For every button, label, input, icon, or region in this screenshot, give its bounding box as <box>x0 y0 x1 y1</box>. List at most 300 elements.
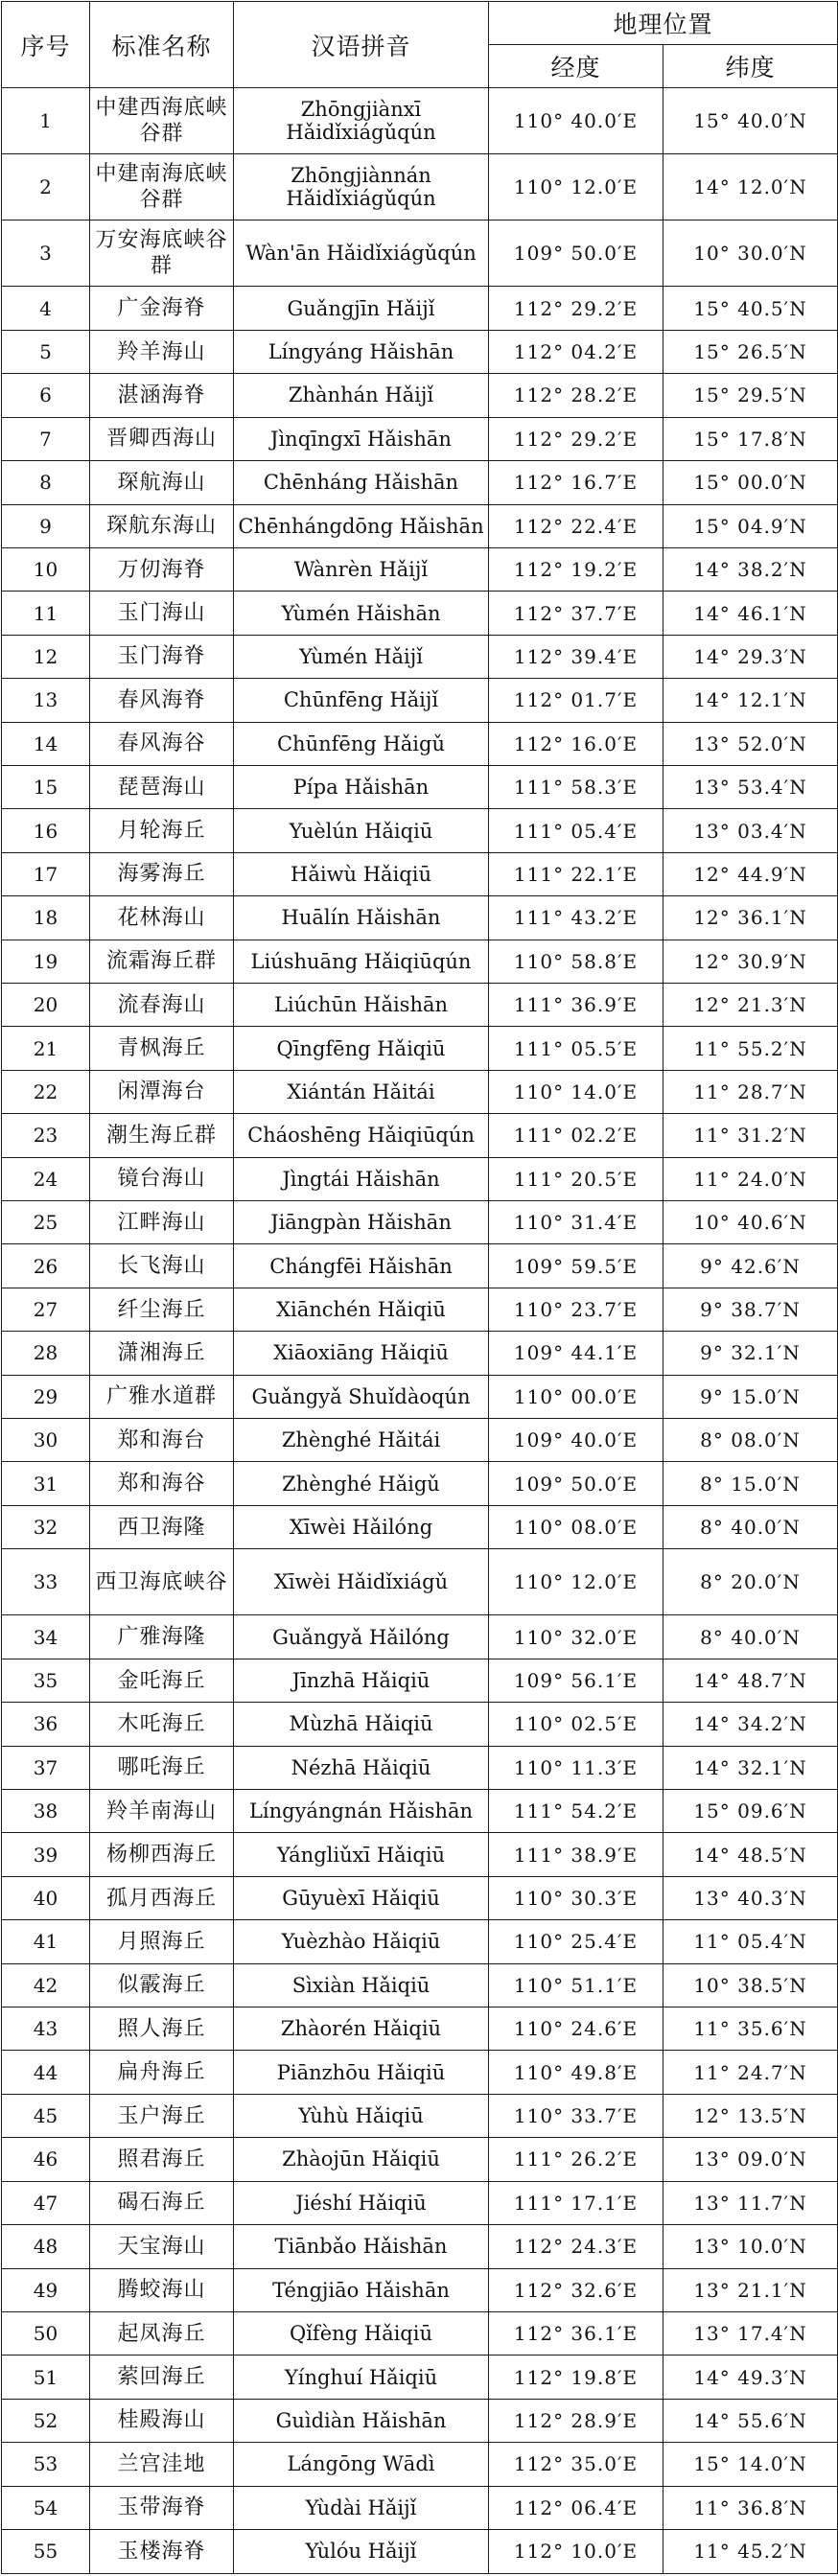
latitude-cell: 11° 24.0′N <box>663 1157 838 1200</box>
latitude-cell: 14° 12.1′N <box>663 679 838 722</box>
longitude-cell: 109° 44.1′E <box>489 1332 663 1375</box>
table-row <box>2 2181 838 2224</box>
serial-number-cell: 45 <box>2 2094 90 2137</box>
table-row <box>2 2051 838 2094</box>
latitude-cell: 11° 55.2′N <box>663 1027 838 1070</box>
longitude-cell: 110° 24.6′E <box>489 2007 663 2051</box>
latitude-cell: 13° 09.0′N <box>663 2138 838 2181</box>
pinyin-cell: Guǎngyǎ Shuǐdàoqún <box>234 1375 489 1418</box>
standard-name-cell: 广雅水道群 <box>90 1375 234 1418</box>
standard-name-cell: 起凤海丘 <box>90 2311 234 2355</box>
pinyin-cell: Xīwèi Hǎidǐxiágǔ <box>234 1549 489 1615</box>
pinyin-cell: Zhàorén Hǎiqiū <box>234 2007 489 2051</box>
longitude-cell: 109° 56.1′E <box>489 1659 663 1702</box>
longitude-cell: 110° 32.0′E <box>489 1615 663 1659</box>
serial-number-cell: 52 <box>2 2399 90 2442</box>
table-row <box>2 2225 838 2268</box>
standard-name-cell: 玉门海山 <box>90 592 234 635</box>
serial-number-cell: 34 <box>2 1615 90 1659</box>
pinyin-cell: Yínghuí Hǎiqiū <box>234 2356 489 2399</box>
pinyin-cell: Liúshuāng Hǎiqiūqún <box>234 940 489 983</box>
pinyin-cell: Xīwèi Hǎilóng <box>234 1505 489 1548</box>
serial-number-cell: 43 <box>2 2007 90 2051</box>
longitude-cell: 109° 50.0′E <box>489 220 663 287</box>
pinyin-cell: Zhàojūn Hǎiqiū <box>234 2138 489 2181</box>
pinyin-cell: Chūnfēng Hǎijǐ <box>234 679 489 722</box>
standard-name-cell: 晋卿西海山 <box>90 417 234 460</box>
longitude-cell: 112° 16.7′E <box>489 461 663 504</box>
header-standard-name: 标准名称 <box>90 2 234 88</box>
longitude-cell: 111° 22.1′E <box>489 852 663 895</box>
latitude-cell: 11° 24.7′N <box>663 2051 838 2094</box>
table-row <box>2 1462 838 1505</box>
table-body <box>2 88 838 2574</box>
standard-name-cell: 杨柳西海丘 <box>90 1833 234 1876</box>
serial-number-cell: 8 <box>2 461 90 504</box>
latitude-cell: 15° 00.0′N <box>663 461 838 504</box>
table-row <box>2 896 838 940</box>
latitude-cell: 11° 35.6′N <box>663 2007 838 2051</box>
longitude-cell: 112° 37.7′E <box>489 592 663 635</box>
table-row <box>2 1244 838 1288</box>
latitude-cell: 15° 40.5′N <box>663 287 838 330</box>
serial-number-cell: 24 <box>2 1157 90 1200</box>
serial-number-cell: 53 <box>2 2443 90 2486</box>
standard-name-cell: 琛航海山 <box>90 461 234 504</box>
serial-number-cell: 14 <box>2 722 90 765</box>
longitude-cell: 112° 16.0′E <box>489 722 663 765</box>
serial-number-cell: 42 <box>2 1963 90 2007</box>
table-row <box>2 765 838 808</box>
pinyin-cell: Yùhù Hǎiqiū <box>234 2094 489 2137</box>
pinyin-cell: Wànrèn Hǎijǐ <box>234 547 489 591</box>
latitude-cell: 15° 40.0′N <box>663 88 838 154</box>
standard-name-cell: 孤月西海丘 <box>90 1876 234 1919</box>
standard-name-cell: 桂殿海山 <box>90 2399 234 2442</box>
pinyin-cell: Jīnzhā Hǎiqiū <box>234 1659 489 1702</box>
standard-name-cell: 玉楼海脊 <box>90 2529 234 2573</box>
longitude-cell: 112° 39.4′E <box>489 635 663 678</box>
table-row <box>2 287 838 330</box>
pinyin-cell: Qīngfēng Hǎiqiū <box>234 1027 489 1070</box>
pinyin-cell: Língyáng Hǎishān <box>234 330 489 373</box>
header-serial-number: 序号 <box>2 2 90 88</box>
longitude-cell: 112° 32.6′E <box>489 2268 663 2311</box>
pinyin-cell: Guǎngyǎ Hǎilóng <box>234 1615 489 1659</box>
standard-name-cell: 郑和海谷 <box>90 1462 234 1505</box>
latitude-cell: 10° 40.6′N <box>663 1201 838 1244</box>
latitude-cell: 9° 15.0′N <box>663 1375 838 1418</box>
pinyin-cell: Huālín Hǎishān <box>234 896 489 940</box>
longitude-cell: 112° 24.3′E <box>489 2225 663 2268</box>
serial-number-cell: 51 <box>2 2356 90 2399</box>
longitude-cell: 111° 20.5′E <box>489 1157 663 1200</box>
longitude-cell: 111° 02.2′E <box>489 1114 663 1157</box>
pinyin-cell: Yùmén Hǎishān <box>234 592 489 635</box>
standard-name-cell: 闲潭海台 <box>90 1070 234 1113</box>
serial-number-cell: 7 <box>2 417 90 460</box>
serial-number-cell: 15 <box>2 765 90 808</box>
longitude-cell: 110° 58.8′E <box>489 940 663 983</box>
standard-name-cell: 琵琶海山 <box>90 765 234 808</box>
serial-number-cell: 9 <box>2 504 90 547</box>
serial-number-cell: 1 <box>2 88 90 154</box>
longitude-cell: 112° 19.2′E <box>489 547 663 591</box>
longitude-cell: 110° 14.0′E <box>489 1070 663 1113</box>
latitude-cell: 12° 13.5′N <box>663 2094 838 2137</box>
latitude-cell: 8° 40.0′N <box>663 1615 838 1659</box>
latitude-cell: 10° 38.5′N <box>663 1963 838 2007</box>
longitude-cell: 110° 25.4′E <box>489 1920 663 1963</box>
pinyin-cell: Jiāngpàn Hǎishān <box>234 1201 489 1244</box>
standard-name-cell: 哪吒海丘 <box>90 1746 234 1789</box>
longitude-cell: 110° 12.0′E <box>489 154 663 220</box>
serial-number-cell: 46 <box>2 2138 90 2181</box>
table-header <box>2 2 838 88</box>
serial-number-cell: 32 <box>2 1505 90 1548</box>
latitude-cell: 12° 30.9′N <box>663 940 838 983</box>
latitude-cell: 15° 26.5′N <box>663 330 838 373</box>
table-row <box>2 2311 838 2355</box>
pinyin-cell: Xiántán Hǎitái <box>234 1070 489 1113</box>
serial-number-cell: 31 <box>2 1462 90 1505</box>
pinyin-cell: Língyángnán Hǎishān <box>234 1790 489 1833</box>
serial-number-cell: 40 <box>2 1876 90 1919</box>
pinyin-cell: Sìxiàn Hǎiqiū <box>234 1963 489 2007</box>
latitude-cell: 11° 05.4′N <box>663 1920 838 1963</box>
standard-name-cell: 纤尘海丘 <box>90 1288 234 1331</box>
table-row <box>2 1790 838 1833</box>
serial-number-cell: 11 <box>2 592 90 635</box>
serial-number-cell: 49 <box>2 2268 90 2311</box>
table-row <box>2 1419 838 1462</box>
latitude-cell: 8° 20.0′N <box>663 1549 838 1615</box>
serial-number-cell: 6 <box>2 374 90 417</box>
serial-number-cell: 36 <box>2 1703 90 1746</box>
longitude-cell: 110° 11.3′E <box>489 1746 663 1789</box>
serial-number-cell: 30 <box>2 1419 90 1462</box>
serial-number-cell: 22 <box>2 1070 90 1113</box>
standard-name-cell: 流霜海丘群 <box>90 940 234 983</box>
latitude-cell: 14° 48.7′N <box>663 1659 838 1702</box>
longitude-cell: 112° 04.2′E <box>489 330 663 373</box>
latitude-cell: 12° 44.9′N <box>663 852 838 895</box>
standard-name-cell: 羚羊南海山 <box>90 1790 234 1833</box>
standard-name-cell: 碣石海丘 <box>90 2181 234 2224</box>
latitude-cell: 13° 10.0′N <box>663 2225 838 2268</box>
pinyin-cell: Yángliǔxī Hǎiqiū <box>234 1833 489 1876</box>
standard-name-cell: 萦回海丘 <box>90 2356 234 2399</box>
longitude-cell: 112° 10.0′E <box>489 2529 663 2573</box>
header-geographic-location: 地理位置 <box>489 2 838 45</box>
place-name-table <box>1 1 838 2574</box>
serial-number-cell: 33 <box>2 1549 90 1615</box>
latitude-cell: 11° 31.2′N <box>663 1114 838 1157</box>
serial-number-cell: 37 <box>2 1746 90 1789</box>
pinyin-cell: Yuèzhào Hǎiqiū <box>234 1920 489 1963</box>
standard-name-cell: 郑和海台 <box>90 1419 234 1462</box>
standard-name-cell: 广雅海隆 <box>90 1615 234 1659</box>
latitude-cell: 14° 32.1′N <box>663 1746 838 1789</box>
pinyin-cell: Zhànhán Hǎijǐ <box>234 374 489 417</box>
latitude-cell: 15° 29.5′N <box>663 374 838 417</box>
pinyin-cell: Jìngtái Hǎishān <box>234 1157 489 1200</box>
latitude-cell: 14° 48.5′N <box>663 1833 838 1876</box>
table-row <box>2 2094 838 2137</box>
table-row <box>2 1288 838 1331</box>
pinyin-cell: Jìnqīngxī Hǎishān <box>234 417 489 460</box>
latitude-cell: 12° 21.3′N <box>663 983 838 1026</box>
table-row <box>2 1920 838 1963</box>
standard-name-cell: 江畔海山 <box>90 1201 234 1244</box>
table-row <box>2 2486 838 2529</box>
latitude-cell: 14° 49.3′N <box>663 2356 838 2399</box>
pinyin-cell: Pípa Hǎishān <box>234 765 489 808</box>
longitude-cell: 112° 06.4′E <box>489 2486 663 2529</box>
longitude-cell: 111° 43.2′E <box>489 896 663 940</box>
serial-number-cell: 4 <box>2 287 90 330</box>
serial-number-cell: 13 <box>2 679 90 722</box>
longitude-cell: 110° 23.7′E <box>489 1288 663 1331</box>
latitude-cell: 13° 21.1′N <box>663 2268 838 2311</box>
standard-name-cell: 木吒海丘 <box>90 1703 234 1746</box>
longitude-cell: 110° 00.0′E <box>489 1375 663 1418</box>
standard-name-cell: 羚羊海山 <box>90 330 234 373</box>
serial-number-cell: 18 <box>2 896 90 940</box>
latitude-cell: 14° 46.1′N <box>663 592 838 635</box>
table-row <box>2 2007 838 2051</box>
standard-name-cell: 中建南海底峡谷群 <box>90 154 234 220</box>
standard-name-cell: 镜台海山 <box>90 1157 234 1200</box>
table-row <box>2 154 838 220</box>
table-row <box>2 1505 838 1548</box>
longitude-cell: 111° 36.9′E <box>489 983 663 1026</box>
serial-number-cell: 5 <box>2 330 90 373</box>
standard-name-cell: 玉带海脊 <box>90 2486 234 2529</box>
serial-number-cell: 3 <box>2 220 90 287</box>
serial-number-cell: 50 <box>2 2311 90 2355</box>
latitude-cell: 15° 17.8′N <box>663 417 838 460</box>
latitude-cell: 9° 38.7′N <box>663 1288 838 1331</box>
standard-name-cell: 照君海丘 <box>90 2138 234 2181</box>
pinyin-cell: Yùdài Hǎijǐ <box>234 2486 489 2529</box>
longitude-cell: 109° 50.0′E <box>489 1462 663 1505</box>
table-row <box>2 2268 838 2311</box>
serial-number-cell: 23 <box>2 1114 90 1157</box>
longitude-cell: 109° 59.5′E <box>489 1244 663 1288</box>
serial-number-cell: 38 <box>2 1790 90 1833</box>
pinyin-cell: Wàn'ān Hǎidǐxiágǔqún <box>234 220 489 287</box>
pinyin-cell: Nézhā Hǎiqiū <box>234 1746 489 1789</box>
longitude-cell: 111° 58.3′E <box>489 765 663 808</box>
longitude-cell: 110° 30.3′E <box>489 1876 663 1919</box>
serial-number-cell: 47 <box>2 2181 90 2224</box>
pinyin-cell: Yùlóu Hǎijǐ <box>234 2529 489 2573</box>
header-longitude: 经度 <box>489 45 663 88</box>
latitude-cell: 12° 36.1′N <box>663 896 838 940</box>
serial-number-cell: 10 <box>2 547 90 591</box>
serial-number-cell: 39 <box>2 1833 90 1876</box>
pinyin-cell: Zhōngjiànxī Hǎidǐxiágǔqún <box>234 88 489 154</box>
serial-number-cell: 55 <box>2 2529 90 2573</box>
table-row <box>2 1157 838 1200</box>
pinyin-cell: Téngjiāo Hǎishān <box>234 2268 489 2311</box>
standard-name-cell: 海雾海丘 <box>90 852 234 895</box>
standard-name-cell: 万仞海脊 <box>90 547 234 591</box>
standard-name-cell: 流春海山 <box>90 983 234 1026</box>
table-row <box>2 374 838 417</box>
longitude-cell: 111° 05.4′E <box>489 809 663 852</box>
standard-name-cell: 玉门海脊 <box>90 635 234 678</box>
latitude-cell: 11° 28.7′N <box>663 1070 838 1113</box>
pinyin-cell: Chēnháng Hǎishān <box>234 461 489 504</box>
longitude-cell: 111° 26.2′E <box>489 2138 663 2181</box>
table-row <box>2 1027 838 1070</box>
standard-name-cell: 兰宫洼地 <box>90 2443 234 2486</box>
longitude-cell: 112° 28.2′E <box>489 374 663 417</box>
longitude-cell: 110° 02.5′E <box>489 1703 663 1746</box>
table-row <box>2 722 838 765</box>
standard-name-cell: 广金海脊 <box>90 287 234 330</box>
serial-number-cell: 12 <box>2 635 90 678</box>
pinyin-cell: Liúchūn Hǎishān <box>234 983 489 1026</box>
latitude-cell: 11° 36.8′N <box>663 2486 838 2529</box>
table-row <box>2 330 838 373</box>
standard-name-cell: 春风海脊 <box>90 679 234 722</box>
longitude-cell: 111° 54.2′E <box>489 1790 663 1833</box>
standard-name-cell: 腾蛟海山 <box>90 2268 234 2311</box>
latitude-cell: 14° 55.6′N <box>663 2399 838 2442</box>
pinyin-cell: Guǎngjīn Hǎijǐ <box>234 287 489 330</box>
serial-number-cell: 2 <box>2 154 90 220</box>
latitude-cell: 10° 30.0′N <box>663 220 838 287</box>
table-row <box>2 2529 838 2573</box>
table-row <box>2 940 838 983</box>
standard-name-cell: 琛航东海山 <box>90 504 234 547</box>
longitude-cell: 110° 40.0′E <box>489 88 663 154</box>
pinyin-cell: Xiāoxiāng Hǎiqiū <box>234 1332 489 1375</box>
standard-name-cell: 潮生海丘群 <box>90 1114 234 1157</box>
standard-name-cell: 天宝海山 <box>90 2225 234 2268</box>
latitude-cell: 8° 15.0′N <box>663 1462 838 1505</box>
serial-number-cell: 41 <box>2 1920 90 1963</box>
standard-name-cell: 青枫海丘 <box>90 1027 234 1070</box>
serial-number-cell: 21 <box>2 1027 90 1070</box>
latitude-cell: 13° 17.4′N <box>663 2311 838 2355</box>
standard-name-cell: 中建西海底峡谷群 <box>90 88 234 154</box>
serial-number-cell: 25 <box>2 1201 90 1244</box>
header-latitude: 纬度 <box>663 45 838 88</box>
longitude-cell: 112° 28.9′E <box>489 2399 663 2442</box>
longitude-cell: 112° 35.0′E <box>489 2443 663 2486</box>
serial-number-cell: 28 <box>2 1332 90 1375</box>
standard-name-cell: 金吒海丘 <box>90 1659 234 1702</box>
longitude-cell: 112° 36.1′E <box>489 2311 663 2355</box>
serial-number-cell: 19 <box>2 940 90 983</box>
table-row <box>2 220 838 287</box>
latitude-cell: 14° 12.0′N <box>663 154 838 220</box>
table-row <box>2 1615 838 1659</box>
standard-name-cell: 扁舟海丘 <box>90 2051 234 2094</box>
pinyin-cell: Lángōng Wādì <box>234 2443 489 2486</box>
pinyin-cell: Guìdiàn Hǎishān <box>234 2399 489 2442</box>
table-row <box>2 1070 838 1113</box>
longitude-cell: 110° 51.1′E <box>489 1963 663 2007</box>
standard-name-cell: 月轮海丘 <box>90 809 234 852</box>
longitude-cell: 110° 49.8′E <box>489 2051 663 2094</box>
pinyin-cell: Zhènghé Hǎitái <box>234 1419 489 1462</box>
pinyin-cell: Tiānbǎo Hǎishān <box>234 2225 489 2268</box>
table-row <box>2 1201 838 1244</box>
standard-name-cell: 西卫海底峡谷 <box>90 1549 234 1615</box>
longitude-cell: 110° 31.4′E <box>489 1201 663 1244</box>
longitude-cell: 112° 22.4′E <box>489 504 663 547</box>
table-row <box>2 1332 838 1375</box>
table-row <box>2 1114 838 1157</box>
pinyin-cell: Zhènghé Hǎigǔ <box>234 1462 489 1505</box>
table-row <box>2 1876 838 1919</box>
serial-number-cell: 44 <box>2 2051 90 2094</box>
table-row <box>2 1963 838 2007</box>
longitude-cell: 112° 29.2′E <box>489 287 663 330</box>
pinyin-cell: Qǐfèng Hǎiqiū <box>234 2311 489 2355</box>
table-row <box>2 2399 838 2442</box>
table-row <box>2 1549 838 1615</box>
pinyin-cell: Yùmén Hǎijǐ <box>234 635 489 678</box>
standard-name-cell: 湛涵海脊 <box>90 374 234 417</box>
longitude-cell: 110° 08.0′E <box>489 1505 663 1548</box>
latitude-cell: 8° 08.0′N <box>663 1419 838 1462</box>
table-row <box>2 1833 838 1876</box>
longitude-cell: 110° 12.0′E <box>489 1549 663 1615</box>
serial-number-cell: 29 <box>2 1375 90 1418</box>
latitude-cell: 13° 11.7′N <box>663 2181 838 2224</box>
pinyin-cell: Zhōngjiànnán Hǎidǐxiágǔqún <box>234 154 489 220</box>
table-row <box>2 461 838 504</box>
table-row <box>2 417 838 460</box>
table-row <box>2 679 838 722</box>
latitude-cell: 13° 03.4′N <box>663 809 838 852</box>
table-row <box>2 547 838 591</box>
standard-name-cell: 长飞海山 <box>90 1244 234 1288</box>
pinyin-cell: Mùzhā Hǎiqiū <box>234 1703 489 1746</box>
latitude-cell: 11° 45.2′N <box>663 2529 838 2573</box>
pinyin-cell: Chūnfēng Hǎigǔ <box>234 722 489 765</box>
pinyin-cell: Chángfēi Hǎishān <box>234 1244 489 1288</box>
latitude-cell: 13° 40.3′N <box>663 1876 838 1919</box>
serial-number-cell: 17 <box>2 852 90 895</box>
latitude-cell: 15° 14.0′N <box>663 2443 838 2486</box>
standard-name-cell: 春风海谷 <box>90 722 234 765</box>
serial-number-cell: 20 <box>2 983 90 1026</box>
table-row <box>2 809 838 852</box>
standard-name-cell: 西卫海隆 <box>90 1505 234 1548</box>
latitude-cell: 14° 34.2′N <box>663 1703 838 1746</box>
standard-name-cell: 月照海丘 <box>90 1920 234 1963</box>
table-row <box>2 592 838 635</box>
table-row <box>2 88 838 154</box>
latitude-cell: 8° 40.0′N <box>663 1505 838 1548</box>
table-row <box>2 2138 838 2181</box>
longitude-cell: 111° 38.9′E <box>489 1833 663 1876</box>
latitude-cell: 9° 42.6′N <box>663 1244 838 1288</box>
pinyin-cell: Gūyuèxī Hǎiqiū <box>234 1876 489 1919</box>
latitude-cell: 15° 04.9′N <box>663 504 838 547</box>
standard-name-cell: 万安海底峡谷群 <box>90 220 234 287</box>
pinyin-cell: Hǎiwù Hǎiqiū <box>234 852 489 895</box>
table-row <box>2 1703 838 1746</box>
table-row <box>2 635 838 678</box>
